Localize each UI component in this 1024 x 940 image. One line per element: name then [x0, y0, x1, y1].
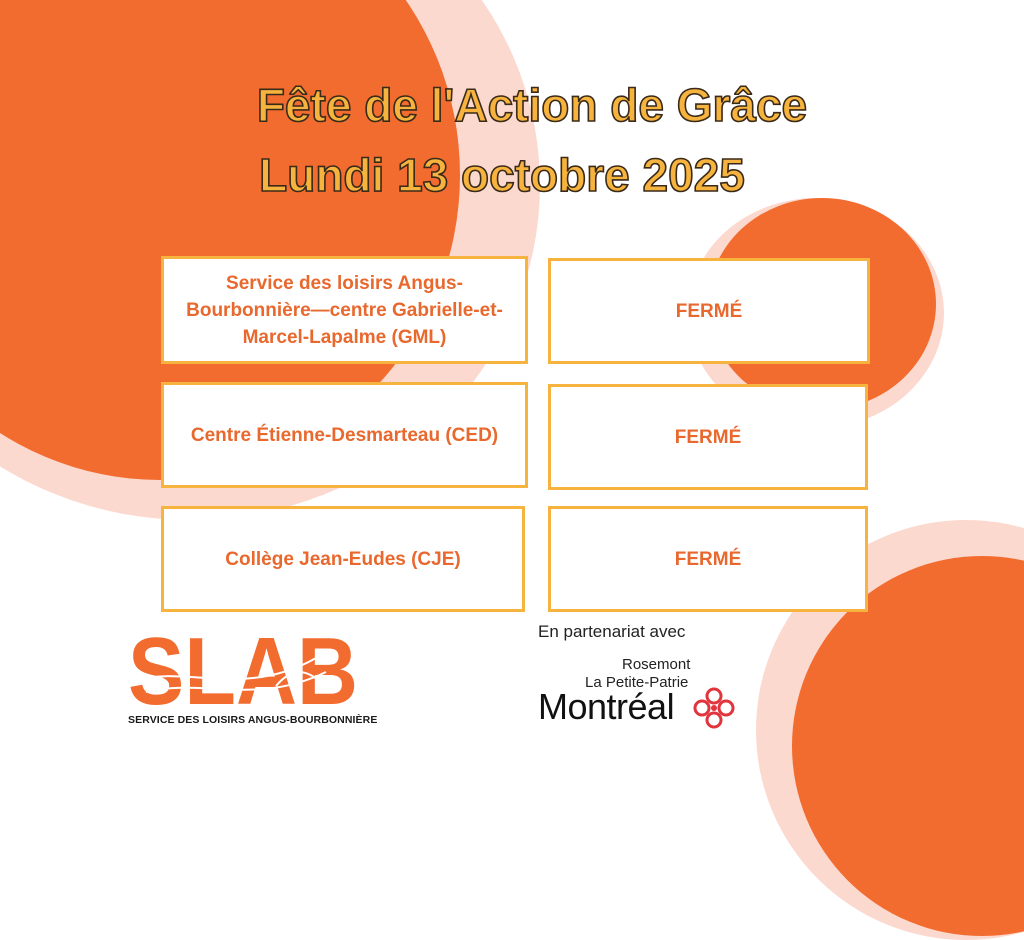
location-gml: Service des loisirs Angus-Bourbonnière—centre Gabrielle-et-Marcel-Lapalme (GML)	[161, 256, 528, 364]
page-title: Fête de l'Action de Grâce	[256, 79, 808, 131]
status-ced: FERMÉ	[548, 384, 868, 490]
status-gml: FERMÉ	[548, 258, 870, 364]
borough-line2: La Petite-Patrie	[585, 674, 689, 691]
location-ced: Centre Étienne-Desmarteau (CED)	[161, 382, 528, 488]
partner-label: En partenariat avec	[538, 622, 686, 641]
slab-logo-text: SLAB	[128, 628, 358, 710]
montreal-rose-icon	[692, 686, 736, 730]
montreal-logo-text: Montréal	[538, 686, 675, 727]
slab-subtitle: SERVICE DES LOISIRS ANGUS-BOURBONNIÈRE	[128, 714, 378, 726]
page-subtitle-date: Lundi 13 octobre 2025	[259, 149, 745, 201]
slab-logo	[126, 628, 361, 710]
location-cje: Collège Jean-Eudes (CJE)	[161, 506, 525, 612]
borough-line1: Rosemont	[622, 656, 691, 673]
status-cje: FERMÉ	[548, 506, 868, 612]
